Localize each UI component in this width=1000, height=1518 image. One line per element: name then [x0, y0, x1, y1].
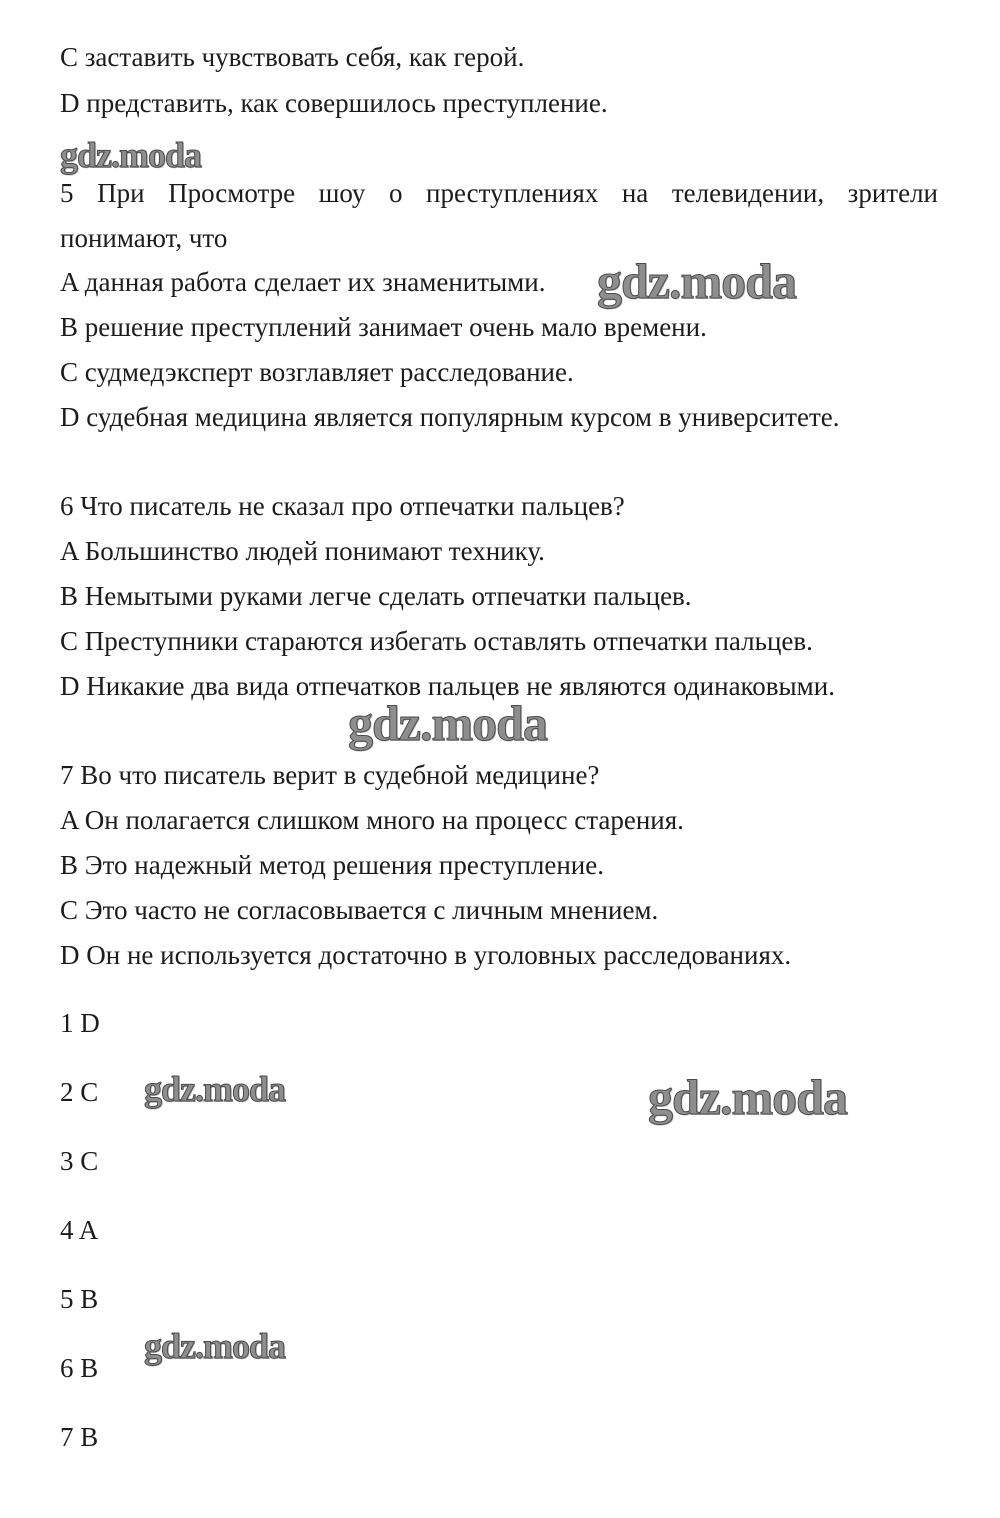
q6-question: 6 Что писатель не сказал про отпечатки пальцев? — [60, 491, 625, 521]
watermark-logo: gdz.moda — [144, 1326, 286, 1366]
q5-option-b: B решение преступлений занимает очень мало времени. — [60, 312, 707, 342]
q5-option-a: A данная работа сделает их знаменитыми. — [60, 267, 546, 297]
q7-option-d: D Он не используется достаточно в уголовных расследованиях. — [60, 940, 792, 970]
q6-option-b: B Немытыми руками легче сделать отпечатки пальцев. — [60, 581, 692, 611]
q6-option-a: A Большинство людей понимают технику. — [60, 536, 545, 566]
watermark-logo: gdz.moda — [648, 1069, 847, 1125]
watermark-logo: gdz.moda — [597, 253, 796, 309]
q5-question-line2: понимают, что — [60, 223, 228, 253]
watermark-logo: gdz.moda — [60, 135, 202, 175]
q4-option-c: C заставить чувствовать себя, как герой. — [60, 42, 525, 72]
q5-option-d: D судебная медицина является популярным курсом в университете. — [60, 402, 840, 432]
answer-item: 4 A — [60, 1215, 99, 1245]
q7-option-a: A Он полагается слишком много на процесс старения. — [60, 805, 684, 835]
answer-item: 5 B — [60, 1284, 99, 1314]
q5-question-line1: 5 При Просмотре шоу о преступлениях на телевидении, зрители — [60, 178, 938, 208]
watermark-logo: gdz.moda — [144, 1069, 286, 1109]
q6-option-c: C Преступники стараются избегать оставлять отпечатки пальцев. — [60, 626, 813, 656]
answer-item: 7 B — [60, 1422, 99, 1452]
q5-option-c: C судмедэксперт возглавляет расследование. — [60, 357, 574, 387]
answer-item: 6 B — [60, 1353, 99, 1383]
q7-question: 7 Во что писатель верит в судебной медицине? — [60, 760, 600, 790]
q7-option-c: C Это часто не согласовывается с личным мнением. — [60, 895, 659, 925]
q7-option-b: B Это надежный метод решения преступление. — [60, 850, 604, 880]
answer-item: 3 C — [60, 1146, 99, 1176]
answer-item: 1 D — [60, 1008, 100, 1038]
watermark-logo: gdz.moda — [348, 695, 547, 751]
answer-item: 2 C — [60, 1077, 99, 1107]
q6-option-d: D Никакие два вида отпечатков пальцев не являются одинаковыми. — [60, 671, 835, 701]
q4-option-d: D представить, как совершилось преступление. — [60, 88, 608, 118]
